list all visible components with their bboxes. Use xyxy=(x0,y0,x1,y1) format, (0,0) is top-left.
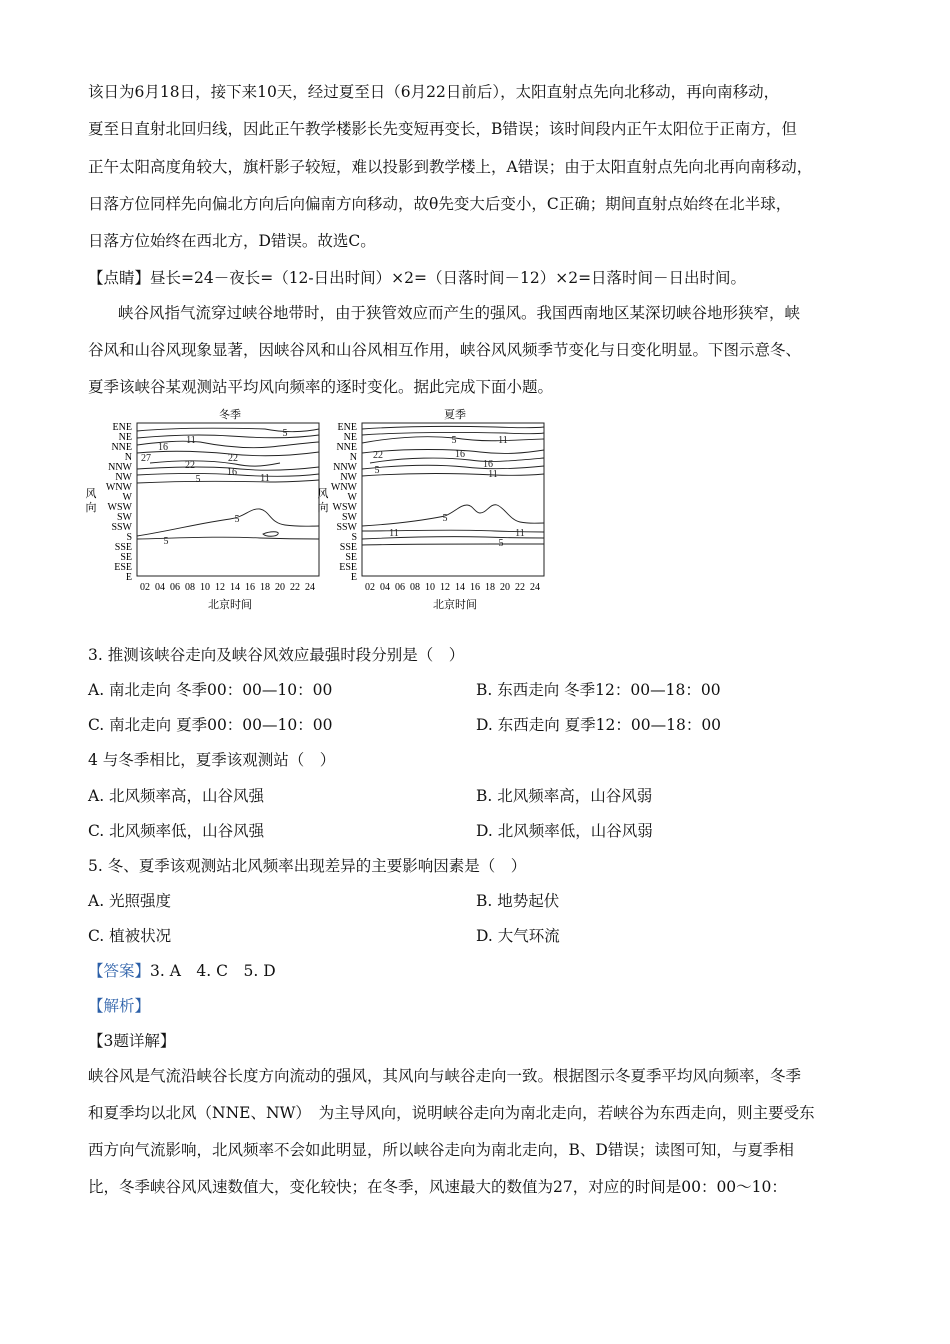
option: C. 植被状况 xyxy=(88,927,172,945)
y-tick: SW xyxy=(117,512,132,523)
question-stem: 4 与冬季相比，夏季该观测站（ ） xyxy=(88,751,336,769)
y-tick: E xyxy=(350,572,357,583)
option: C. 北风频率低，山谷风强 xyxy=(88,822,265,840)
x-tick: 08 xyxy=(410,582,420,593)
y-tick: SW xyxy=(342,512,357,523)
contour-label: 16 xyxy=(227,467,237,478)
y-tick: S xyxy=(351,532,357,543)
x-tick: 02 xyxy=(365,582,375,593)
answer-line xyxy=(88,961,276,981)
analysis-tag: 【解析】 xyxy=(88,997,151,1015)
y-tick: N xyxy=(124,452,132,463)
detail-line: 峡谷风是气流沿峡谷长度方向流动的强风，其风向与峡谷走向一致。根据图示冬夏季平均风向频率，冬季 xyxy=(88,1067,802,1085)
y-tick: SSW xyxy=(111,522,132,533)
tip-line: 【点睛】昼长=24－夜长=（12-日出时间）×2=（日落时间－12）×2=日落时间－日出时间。 xyxy=(88,269,747,287)
contour-labels xyxy=(141,428,288,547)
chart-ylabel: 风 xyxy=(317,488,329,500)
x-tick: 14 xyxy=(455,582,465,593)
contour-line xyxy=(150,461,280,466)
contour-label: 11 xyxy=(186,435,196,446)
x-tick: 18 xyxy=(260,582,270,593)
detail-line: 和夏季均以北风（NNE、NW） 为主导风向，说明峡谷走向为南北走向，若峡谷为东西走向，则主要受东 xyxy=(88,1104,815,1122)
y-tick: NW xyxy=(340,472,357,483)
detail-line: 西方向气流影响，北风频率不会如此明显，所以峡谷走向为南北走向，B、D错误；读图可知，与夏季相 xyxy=(88,1141,794,1159)
y-tick: NNW xyxy=(333,462,357,473)
x-tick: 16 xyxy=(470,582,480,593)
contour-label: 5 xyxy=(374,465,380,476)
contour-label: 27 xyxy=(141,453,151,464)
contour-label: 5 xyxy=(234,514,240,525)
contour-line xyxy=(362,426,544,429)
option: D. 大气环流 xyxy=(476,927,560,945)
question-stem: 3. 推测该峡谷走向及峡谷风效应最强时段分别是（ ） xyxy=(88,646,465,664)
contour-label: 5 xyxy=(451,435,457,446)
y-tick: SSE xyxy=(114,542,132,553)
contour-label: 16 xyxy=(455,449,465,460)
x-tick: 24 xyxy=(530,582,540,593)
y-ticks xyxy=(331,422,358,583)
contour-line xyxy=(362,474,544,476)
x-tick: 10 xyxy=(200,582,210,593)
contour-label: 5 xyxy=(195,474,201,485)
y-tick: NW xyxy=(115,472,132,483)
y-tick: E xyxy=(125,572,132,583)
x-ticks xyxy=(365,582,540,593)
chart-title: 冬季 xyxy=(219,409,241,421)
contour-label: 11 xyxy=(488,469,498,480)
contour-label: 22 xyxy=(185,460,195,471)
chart-ylabel: 风 xyxy=(85,488,97,500)
y-tick: W xyxy=(347,492,357,503)
x-tick: 18 xyxy=(485,582,495,593)
y-tick: S xyxy=(126,532,132,543)
answer-tag: 【答案】 xyxy=(88,962,151,980)
option: B. 东西走向 冬季12：00—18：00 xyxy=(476,681,721,699)
para-line: 该日为6月18日，接下来10天，经过夏至日（6月22日前后），太阳直射点先向北移动，再向南移动， xyxy=(88,83,780,101)
y-tick: WSW xyxy=(332,502,357,513)
x-tick: 04 xyxy=(380,582,390,593)
contour-line xyxy=(137,435,319,438)
contour-labels xyxy=(373,435,525,549)
x-tick: 22 xyxy=(515,582,525,593)
contour-line xyxy=(362,450,544,454)
chart-xlabel: 北京时间 xyxy=(208,599,252,611)
y-tick: NNE xyxy=(111,442,132,453)
y-tick: ENE xyxy=(337,422,357,433)
y-tick: N xyxy=(349,452,357,463)
contour-label: 11 xyxy=(389,528,399,539)
chart-ylabel: 向 xyxy=(317,502,329,514)
x-tick: 06 xyxy=(170,582,180,593)
x-tick: 12 xyxy=(440,582,450,593)
contour-label: 5 xyxy=(163,536,169,547)
y-tick: SSE xyxy=(339,542,357,553)
detail-title: 【3题详解】 xyxy=(88,1032,176,1050)
contour-label: 5 xyxy=(282,428,288,439)
contour-label: 11 xyxy=(498,435,508,446)
contour-line xyxy=(137,509,319,536)
y-tick: WSW xyxy=(107,502,132,513)
para-line: 正午太阳高度角较大，旗杆影子较短，难以投影到教学楼上，A错误；由于太阳直射点先向北再向南移动， xyxy=(88,158,813,176)
contour-label: 16 xyxy=(483,459,493,470)
answer-text: 3. A 4. C 5. D xyxy=(150,962,276,980)
x-ticks xyxy=(140,582,315,593)
option: B. 地势起伏 xyxy=(476,892,560,910)
y-tick: WNW xyxy=(105,482,132,493)
option: D. 东西走向 夏季12：00—18：00 xyxy=(476,716,722,734)
contour-line xyxy=(137,428,319,432)
intro-line: 谷风和山谷风现象显著，因峡谷风和山谷风相互作用，峡谷风风频季节变化与日变化明显。下图示意冬、 xyxy=(88,341,802,359)
para-line: 日落方位始终在西北方，D错误。故选C。 xyxy=(88,232,376,250)
y-tick: ESE xyxy=(114,562,132,573)
contour-line xyxy=(362,465,544,469)
chart-xlabel: 北京时间 xyxy=(433,599,477,611)
contour-label: 22 xyxy=(228,453,238,464)
y-tick: NE xyxy=(118,432,132,443)
x-tick: 20 xyxy=(500,582,510,593)
y-tick: W xyxy=(122,492,132,503)
contour-label: 16 xyxy=(158,442,168,453)
y-tick: WNW xyxy=(330,482,357,493)
chart-ylabel: 向 xyxy=(85,502,97,514)
option: A. 光照强度 xyxy=(88,892,172,910)
option: A. 北风频率高，山谷风强 xyxy=(88,787,265,805)
contour-label: 11 xyxy=(260,473,270,484)
contour-label: 5 xyxy=(442,513,448,524)
chart-title: 夏季 xyxy=(444,409,466,421)
y-tick: ENE xyxy=(112,422,132,433)
contour-label: 5 xyxy=(498,538,504,549)
x-tick: 06 xyxy=(395,582,405,593)
winter-chart xyxy=(80,405,325,614)
x-tick: 04 xyxy=(155,582,165,593)
option: B. 北风频率高，山谷风弱 xyxy=(476,787,653,805)
para-line: 夏至日直射北回归线，因此正午教学楼影长先变短再变长，B错误；该时间段内正午太阳位于正南方，但 xyxy=(88,120,797,138)
x-tick: 20 xyxy=(275,582,285,593)
x-tick: 16 xyxy=(245,582,255,593)
option: A. 南北走向 冬季00：00—10：00 xyxy=(88,681,333,699)
x-tick: 10 xyxy=(425,582,435,593)
y-tick: ESE xyxy=(339,562,357,573)
x-tick: 12 xyxy=(215,582,225,593)
x-tick: 24 xyxy=(305,582,315,593)
contour-line xyxy=(362,505,544,526)
contour-line xyxy=(362,544,544,545)
contour-line xyxy=(137,480,319,483)
x-tick: 02 xyxy=(140,582,150,593)
y-tick: SE xyxy=(120,552,132,563)
x-tick: 22 xyxy=(290,582,300,593)
x-tick: 08 xyxy=(185,582,195,593)
option: D. 北风频率低，山谷风弱 xyxy=(476,822,653,840)
intro-line: 峡谷风指气流穿过峡谷地带时，由于狭管效应而产生的强风。我国西南地区某深切峡谷地形狭窄，峡 xyxy=(118,304,801,322)
y-ticks xyxy=(106,422,133,583)
summer-chart xyxy=(305,405,550,614)
para-line: 日落方位同样先向偏北方向后向偏南方向移动，故θ先变大后变小，C正确；期间直射点始终在北半球， xyxy=(88,195,792,213)
x-tick: 14 xyxy=(230,582,240,593)
contour-line xyxy=(263,532,278,537)
y-tick: SSW xyxy=(336,522,357,533)
intro-line: 夏季该峡谷某观测站平均风向频率的逐时变化。据此完成下面小题。 xyxy=(88,378,554,396)
y-tick: NE xyxy=(343,432,357,443)
contour-label: 11 xyxy=(515,528,525,539)
y-tick: NNE xyxy=(336,442,357,453)
option: C. 南北走向 夏季00：00—10：00 xyxy=(88,716,333,734)
y-tick: SE xyxy=(345,552,357,563)
y-tick: NNW xyxy=(108,462,132,473)
contour-label: 22 xyxy=(373,450,383,461)
question-stem: 5. 冬、夏季该观测站北风频率出现差异的主要影响因素是（ ） xyxy=(88,857,527,875)
detail-line: 比，冬季峡谷风风速数值大，变化较快；在冬季，风速最大的数值为27，对应的时间是00：00～10： xyxy=(88,1178,787,1196)
